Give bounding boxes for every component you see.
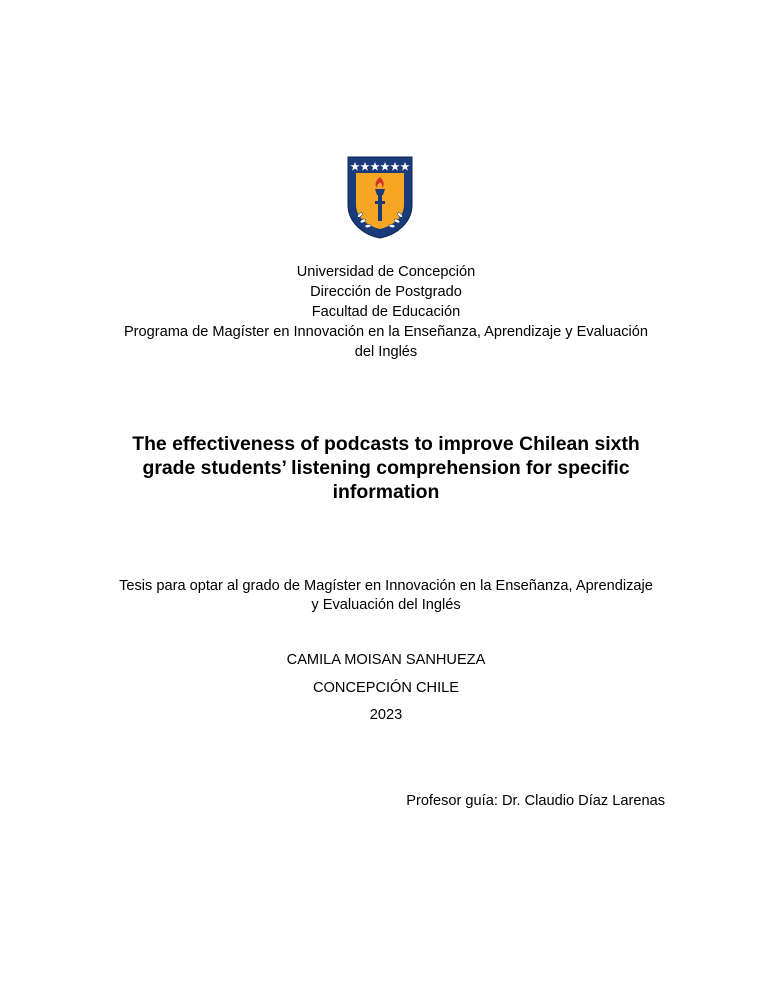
directorate-name: Dirección de Postgrado [310, 284, 462, 300]
faculty-name: Facultad de Educación [311, 304, 461, 320]
thesis-title [110, 432, 662, 504]
degree-statement-line2: y Evaluación del Inglés [311, 597, 461, 613]
thesis-title-line3: information [332, 481, 440, 503]
year: 2023 [369, 707, 403, 723]
location: CONCEPCIÓN CHILE [313, 680, 459, 696]
program-name-line1: Programa de Magíster en Innovación en la Enseñanza, Aprendizaje y Evaluación [123, 324, 649, 340]
author-name: CAMILA MOISAN SANHUEZA [286, 652, 486, 668]
degree-statement [96, 577, 676, 615]
thesis-title-line2: grade students’ listening comprehension for specific [142, 457, 630, 479]
institution-block [100, 262, 672, 362]
thesis-title-line1: The effectiveness of podcasts to improve Chilean sixth [132, 433, 640, 455]
advisor: Profesor guía: Dr. Claudio Díaz Larenas [406, 793, 665, 809]
university-name: Universidad de Concepción [296, 264, 476, 280]
university-crest-logo [346, 155, 414, 239]
degree-statement-line1: Tesis para optar al grado de Magíster en Innovación en la Enseñanza, Aprendizaje [119, 578, 653, 594]
program-name-line2: del Inglés [354, 344, 418, 360]
